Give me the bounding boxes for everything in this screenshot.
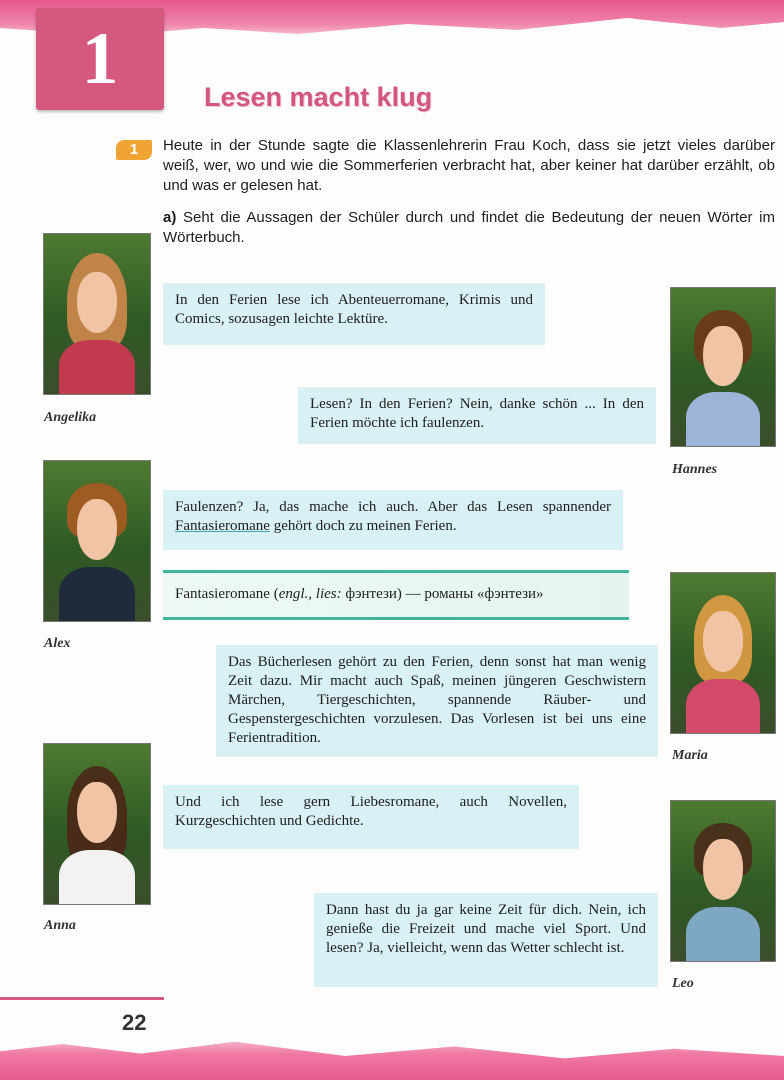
speech-bubble-alex xyxy=(163,490,623,550)
vocab-note: engl., lies: xyxy=(278,586,342,602)
photo-alex xyxy=(43,460,151,622)
speech-bubble-anna xyxy=(163,785,579,849)
page-number-rule xyxy=(0,997,164,1000)
name-angelika: Angelika xyxy=(44,410,97,425)
page-number: 22 xyxy=(122,1010,147,1035)
name-leo: Leo xyxy=(672,976,694,991)
bubble-text-alex: Faulenzen? Ja, das mache ich auch. Aber das Lesen spannender Fantasieromane gehört doch zu meinen Ferien. xyxy=(175,499,611,534)
vocab-translation: фэнтези) — романы «фэнтези» xyxy=(345,586,544,602)
task-text: Seht die Aussagen der Schüler durch und findet die Bedeutung der neuen Wörter im Wörterbuch. xyxy=(163,209,775,246)
bubble-text-leo: Dann hast du ja gar keine Zeit für dich. Nein, ich genieße die Freizeit und mache viel Sport. Und lesen? Ja, vielleicht, wenn das Wetter schlecht ist. xyxy=(326,902,646,956)
bubble-text-maria: Das Bücherlesen gehört zu den Ferien, denn sonst hat man wenig Zeit dazu. Mir macht auch Spaß, meinen jüngeren Geschwistern Märchen, Tiergeschichten, spannende Räuber- und Gespenstergeschichten vorzulesen. Das Vorlesen ist bei uns eine Ferientradition. xyxy=(228,654,646,746)
exercise-task xyxy=(163,208,775,248)
exercise-number-badge: 1 xyxy=(116,140,152,160)
vocab-word: Fantasieromane xyxy=(175,586,270,602)
name-alex: Alex xyxy=(44,636,71,651)
bubble-text-anna: Und ich lese gern Liebesromane, auch Novellen, Kurzgeschichten und Gedichte. xyxy=(175,794,567,829)
bubble-text-hannes: Lesen? In den Ferien? Nein, danke schön ... In den Ferien möchte ich faulenzen. xyxy=(310,396,644,431)
bottom-decorative-band xyxy=(0,1032,784,1080)
speech-bubble-angelika xyxy=(163,283,545,345)
name-hannes: Hannes xyxy=(672,462,718,477)
photo-leo xyxy=(670,800,776,962)
unit-number-box xyxy=(36,8,164,110)
name-maria: Maria xyxy=(672,748,708,763)
vocabulary-note: Fantasieromane (engl., lies: фэнтези) — романы «фэнтези» xyxy=(163,570,629,620)
exercise-intro: Heute in der Stunde sagte die Klassenlehrerin Frau Koch, dass sie jetzt vieles darüber weiß, wer, wo und wie die Sommerferien verbracht hat, aber keiner hat darüber erzählt, ob und was er gelesen hat. xyxy=(163,137,775,194)
photo-anna xyxy=(43,743,151,905)
speech-bubble-maria xyxy=(216,645,658,757)
task-label: a) xyxy=(163,209,177,226)
name-anna: Anna xyxy=(44,918,76,933)
speech-bubble-leo xyxy=(314,893,658,987)
unit-number: 1 xyxy=(81,18,119,100)
photo-maria xyxy=(670,572,776,734)
bubble-text-angelika: In den Ferien lese ich Abenteuerromane, Krimis und Comics, sozusagen leichte Lektüre. xyxy=(175,292,533,327)
photo-hannes xyxy=(670,287,776,447)
new-word-fantasieromane: Fantasieromane xyxy=(175,518,270,534)
speech-bubble-hannes xyxy=(298,387,656,444)
page-title: Lesen macht klug xyxy=(204,82,433,112)
photo-angelika xyxy=(43,233,151,395)
